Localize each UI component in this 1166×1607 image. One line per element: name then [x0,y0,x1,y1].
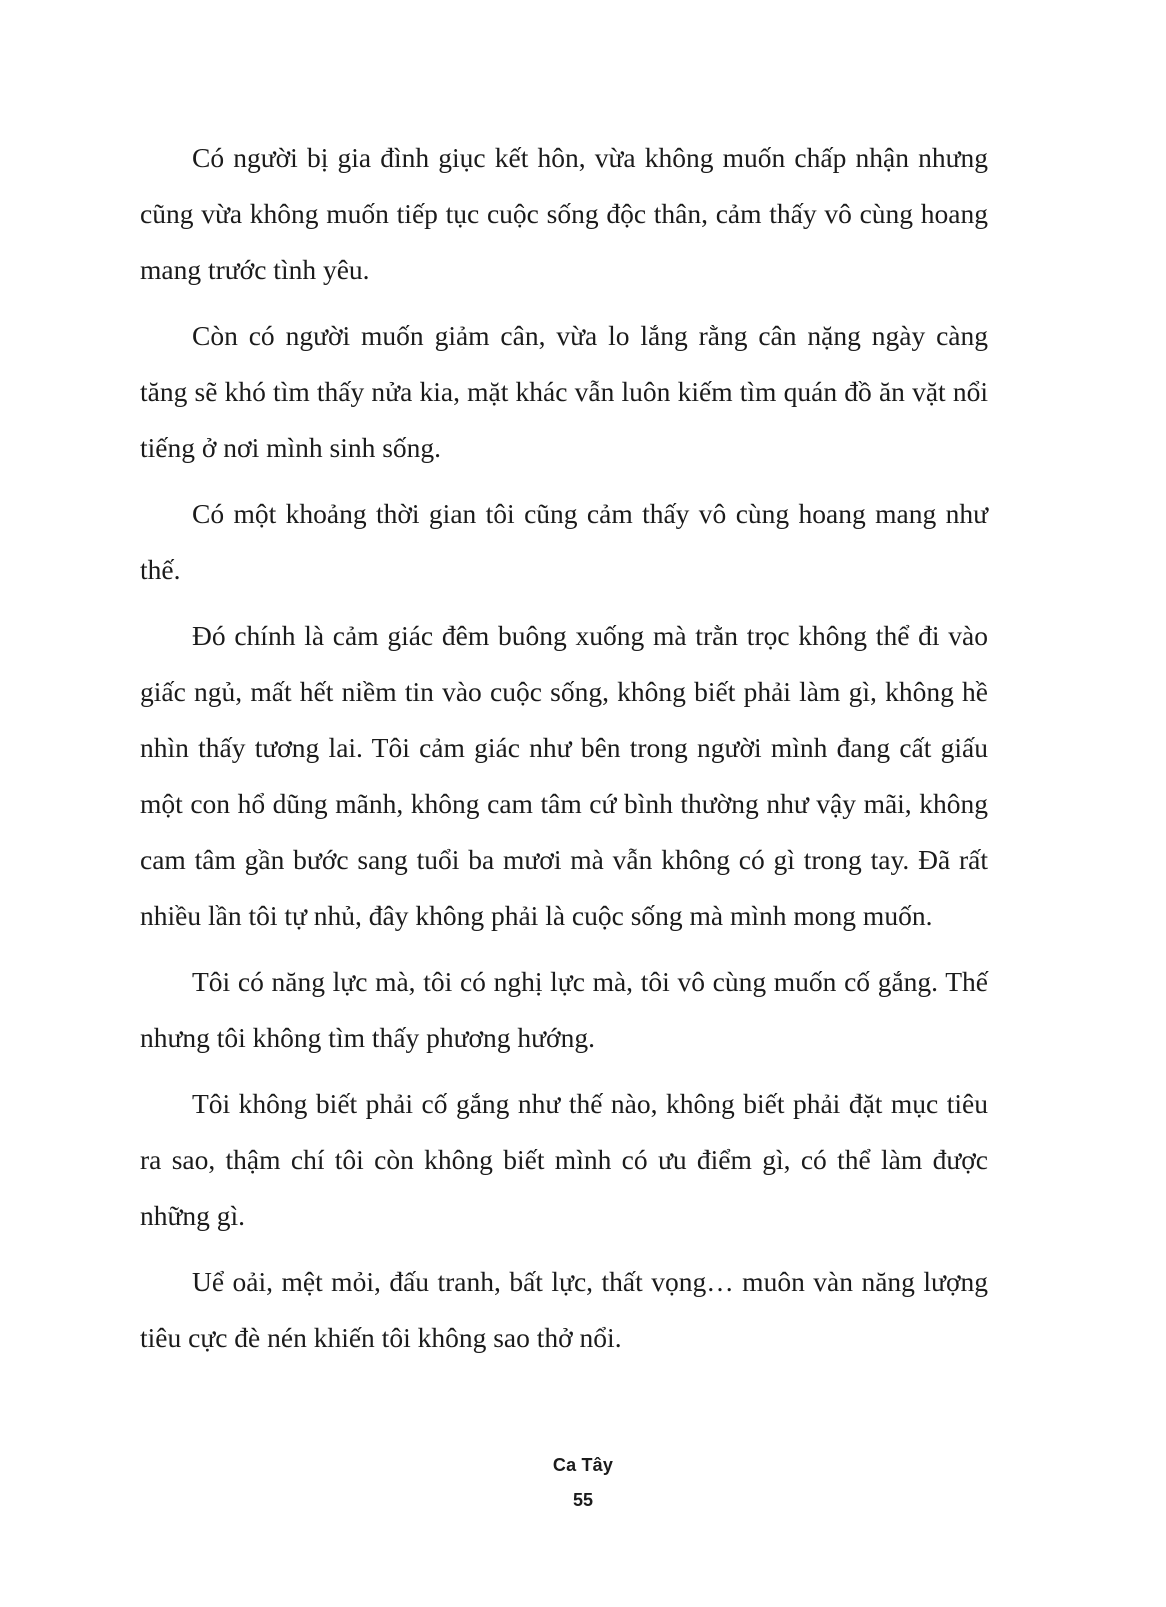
paragraph: Có một khoảng thời gian tôi cũng cảm thấy vô cùng hoang mang như thế. [140,498,988,585]
paragraph: Uể oải, mệt mỏi, đấu tranh, bất lực, thất vọng… muôn vàn năng lượng tiêu cực đè nén khiến tôi không sao thở nổi. [140,1266,988,1353]
page-number: 55 [572,1490,594,1510]
paragraph: Tôi không biết phải cố gắng như thế nào, không biết phải đặt mục tiêu ra sao, thậm chí tôi còn không biết mình có ưu điểm gì, có thể làm được những gì. [140,1088,988,1231]
paragraph: Có người bị gia đình giục kết hôn, vừa không muốn chấp nhận nhưng cũng vừa không muốn tiếp tục cuộc sống độc thân, cảm thấy vô cùng hoang mang trước tình yêu. [140,142,988,285]
book-title: Ca Tây [552,1455,614,1475]
paragraph: Còn có người muốn giảm cân, vừa lo lắng rằng cân nặng ngày càng tăng sẽ khó tìm thấy nửa kia, mặt khác vẫn luôn kiếm tìm quán đồ ăn vặt nổi tiếng ở nơi mình sinh sống. [140,320,988,463]
paragraph: Đó chính là cảm giác đêm buông xuống mà trằn trọc không thể đi vào giấc ngủ, mất hết niềm tin vào cuộc sống, không biết phải làm gì, không hề nhìn thấy tương lai. Tôi cảm giác như bên trong người mình đang cất giấu một con hổ dũng mãnh, không cam tâm cứ bình thường như vậy mãi, không cam tâm gần bước sang tuổi ba mươi mà vẫn không có gì trong tay. Đã rất nhiều lần tôi tự nhủ, đây không phải là cuộc sống mà mình mong muốn. [140,620,988,931]
paragraph: Tôi có năng lực mà, tôi có nghị lực mà, tôi vô cùng muốn cố gắng. Thế nhưng tôi không tìm thấy phương hướng. [140,966,988,1053]
page-body [140,130,988,1366]
page-footer [0,1455,1166,1511]
